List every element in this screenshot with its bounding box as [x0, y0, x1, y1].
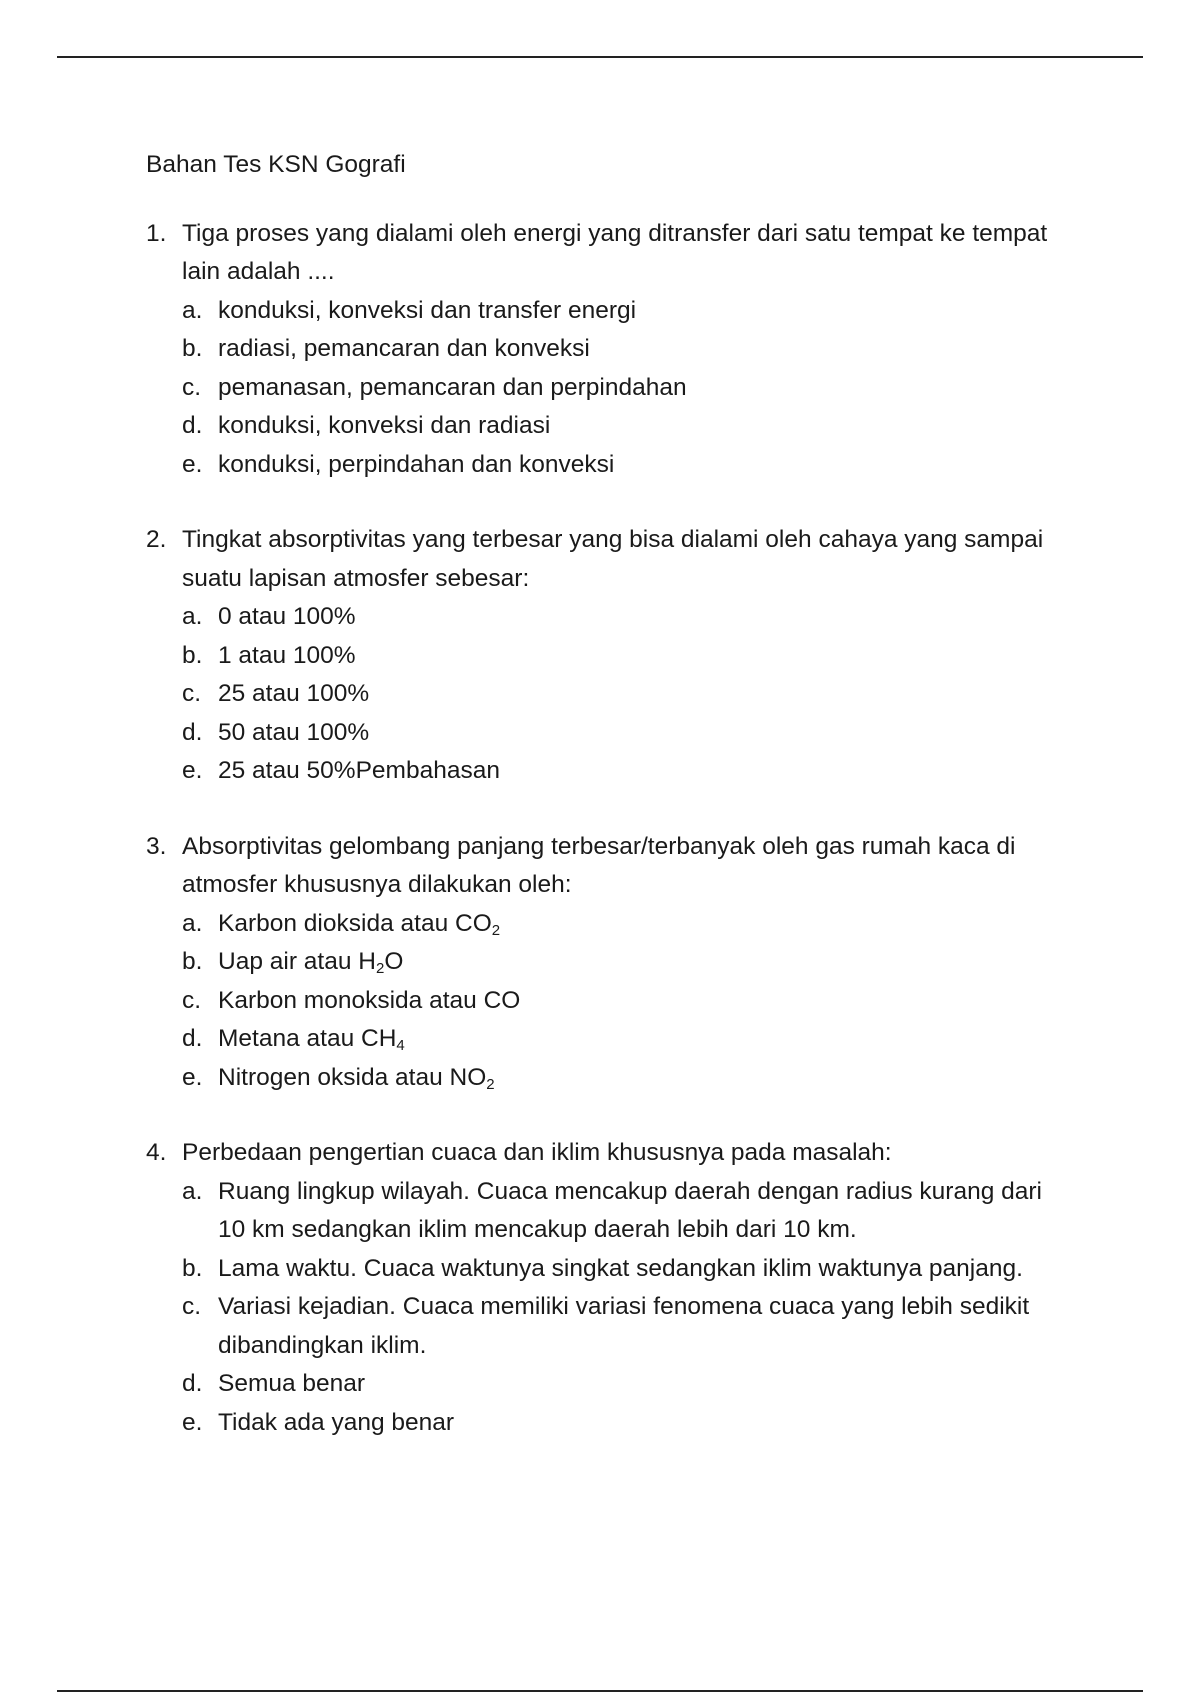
option-text: Ruang lingkup wilayah. Cuaca mencakup daerah dengan radius kurang dari 10 km sedangkan iklim mencakup daerah lebih dari 10 km. — [218, 1177, 1043, 1243]
option-letter: b. — [182, 641, 203, 669]
option-text: radiasi, pemancaran dan konveksi — [218, 335, 590, 362]
option-text: pemanasan, pemancaran dan perpindahan — [218, 373, 687, 401]
option-list — [182, 1173, 1066, 1443]
option-list — [182, 598, 1066, 791]
option-letter: b. — [182, 948, 203, 975]
subscript: 2 — [491, 921, 501, 939]
option-letter: e. — [182, 450, 203, 478]
question-number: 1. — [146, 219, 167, 247]
option-item — [182, 982, 1066, 1021]
option-item — [182, 752, 1066, 791]
question-number: 2. — [146, 526, 167, 553]
option-text: konduksi, konveksi dan radiasi — [218, 412, 551, 439]
option-text: konduksi, konveksi dan transfer energi — [218, 296, 637, 324]
option-item — [182, 1365, 1066, 1404]
option-text-after: O — [384, 948, 404, 975]
option-text: 25 atau 50%Pembahasan — [218, 757, 500, 784]
option-letter: a. — [182, 296, 203, 324]
option-text: Variasi kejadian. Cuaca memiliki variasi fenomena cuaca yang lebih sedikit dibandingkan iklim. — [218, 1293, 1030, 1359]
option-list — [182, 292, 1066, 485]
option-letter: b. — [182, 335, 203, 362]
option-item — [182, 446, 1066, 485]
option-letter: d. — [182, 718, 203, 746]
option-item — [182, 598, 1066, 637]
question-number: 3. — [146, 832, 167, 860]
bottom-rule — [57, 1690, 1143, 1692]
question-text: Absorptivitas gelombang panjang terbesar/terbanyak oleh gas rumah kaca di atmosfer khususnya dilakukan oleh: — [182, 832, 1016, 898]
option-item — [182, 714, 1066, 753]
option-item — [182, 1020, 1066, 1059]
question-text: Tingkat absorptivitas yang terbesar yang bisa dialami oleh cahaya yang sampai suatu lapisan atmosfer sebesar: — [182, 526, 1044, 592]
option-item — [182, 292, 1066, 331]
option-letter: d. — [182, 412, 203, 439]
question-text: Perbedaan pengertian cuaca dan iklim khususnya pada masalah: — [182, 1139, 892, 1166]
option-item — [182, 330, 1066, 369]
document-body — [146, 146, 1066, 1479]
subscript: 2 — [486, 1075, 495, 1093]
option-item — [182, 369, 1066, 408]
option-letter: a. — [182, 603, 203, 630]
option-item — [182, 1288, 1066, 1365]
option-list — [182, 905, 1066, 1098]
option-text: Karbon dioksida atau CO — [218, 909, 492, 937]
option-letter: e. — [182, 757, 203, 784]
option-item — [182, 1404, 1066, 1443]
subscript: 4 — [396, 1037, 405, 1054]
option-text: 0 atau 100% — [218, 603, 356, 630]
option-item — [182, 1059, 1066, 1098]
option-letter: e. — [182, 1063, 203, 1091]
option-item — [182, 1173, 1066, 1250]
document-title: Bahan Tes KSN Gografi — [146, 151, 406, 178]
option-text: Tidak ada yang benar — [218, 1408, 455, 1436]
option-text: Uap air atau H — [218, 948, 376, 975]
subscript: 2 — [375, 960, 385, 977]
question-3 — [146, 828, 1066, 1098]
option-letter: b. — [182, 1254, 203, 1282]
option-item — [182, 905, 1066, 944]
option-item — [182, 637, 1066, 676]
question-number: 4. — [146, 1139, 167, 1166]
option-letter: c. — [182, 986, 202, 1014]
question-4 — [146, 1134, 1066, 1442]
option-text: 25 atau 100% — [218, 680, 370, 707]
option-item — [182, 407, 1066, 446]
option-item — [182, 675, 1066, 714]
option-letter: a. — [182, 1177, 203, 1205]
question-2 — [146, 521, 1066, 791]
option-text: konduksi, perpindahan dan konveksi — [218, 450, 615, 478]
option-item — [182, 943, 1066, 982]
question-text: Tiga proses yang dialami oleh energi yang ditransfer dari satu tempat ke tempat lain adalah .... — [182, 219, 1048, 285]
option-item — [182, 1250, 1066, 1289]
option-text: Metana atau CH — [218, 1025, 397, 1052]
option-letter: a. — [182, 909, 203, 937]
option-text: Semua benar — [218, 1370, 366, 1397]
option-letter: d. — [182, 1370, 203, 1397]
option-letter: d. — [182, 1025, 203, 1052]
option-text: 1 atau 100% — [218, 641, 356, 669]
option-letter: c. — [182, 1293, 202, 1320]
top-rule — [57, 56, 1143, 58]
option-letter: c. — [182, 680, 202, 707]
option-text: Nitrogen oksida atau NO — [218, 1063, 487, 1091]
option-text: 50 atau 100% — [218, 718, 370, 746]
option-letter: e. — [182, 1408, 203, 1436]
question-1 — [146, 215, 1066, 485]
option-text: Lama waktu. Cuaca waktunya singkat sedangkan iklim waktunya panjang. — [218, 1254, 1023, 1282]
option-letter: c. — [182, 373, 202, 401]
option-text: Karbon monoksida atau CO — [218, 986, 521, 1014]
